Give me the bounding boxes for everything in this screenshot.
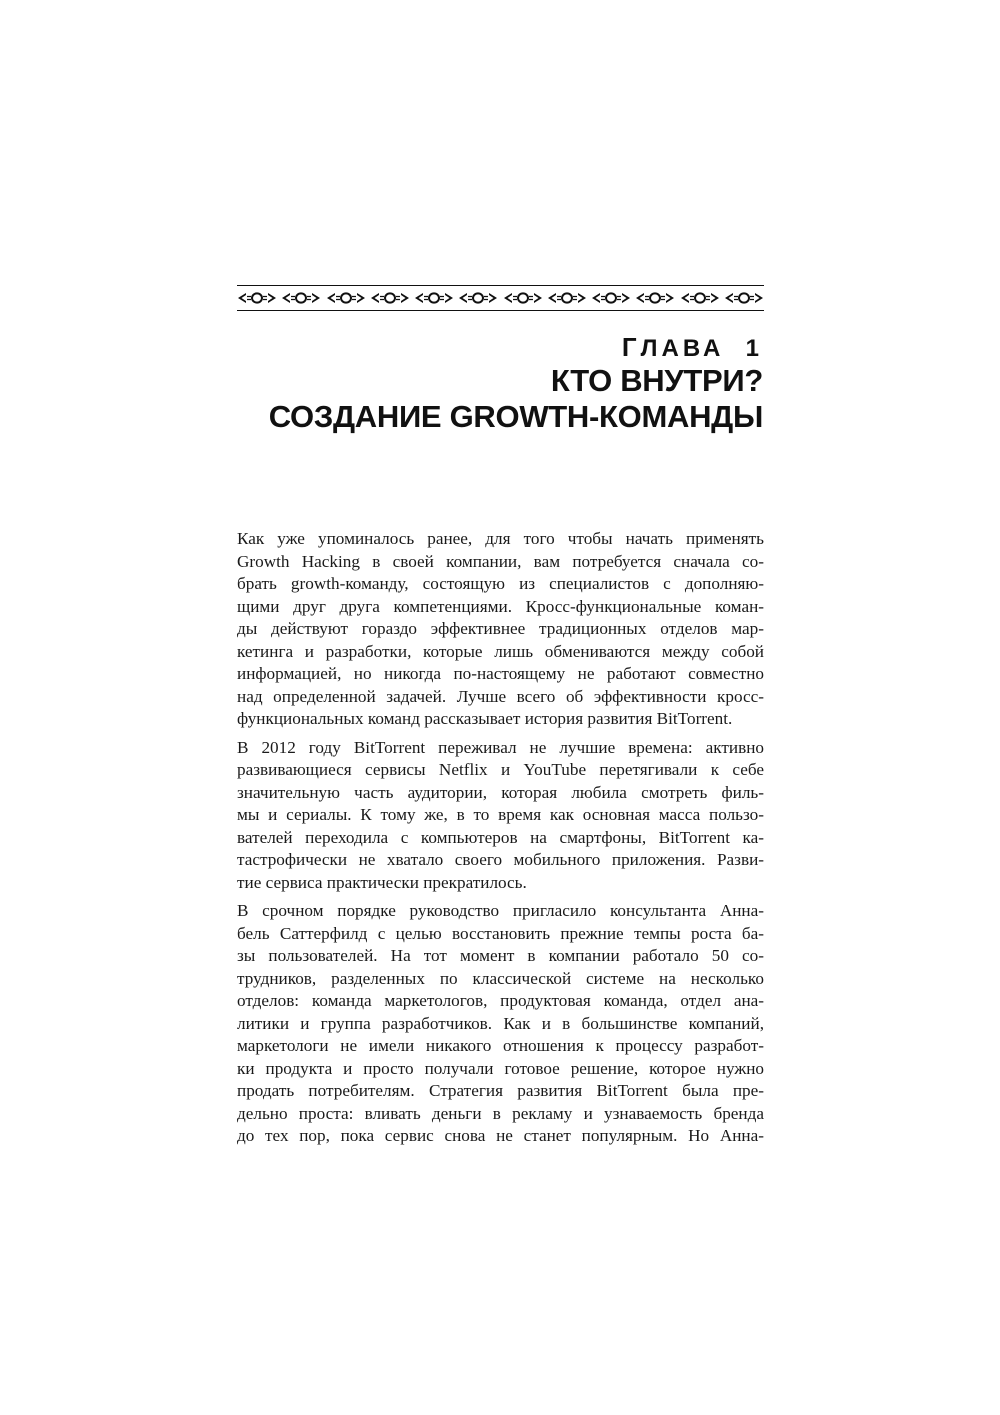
chapter-ornament-border — [237, 285, 764, 311]
text-line: отделов: команда маркетологов, продуктовая команда, отдел ана- — [237, 991, 764, 1010]
text-line: бель Саттерфилд с целью восстановить прежние темпы роста ба- — [237, 923, 764, 943]
chapter-number: 1 — [745, 335, 763, 362]
text-line: маркетологи не имели никакого отношения к процессу разработ- — [237, 1036, 764, 1055]
decorative-border-icon — [237, 291, 277, 305]
text-line: В срочном порядке руководство пригласило консультанта Анна- — [237, 901, 764, 920]
text-line: до тех пор, пока сервис снова не станет популярным. Но Анна- — [237, 1126, 764, 1145]
paragraph — [237, 900, 764, 1148]
text-line: Как уже упоминалось ранее, для того чтобы начать применять — [237, 529, 764, 548]
text-line: зы пользователей. На тот момент в компании работало 50 со- — [237, 946, 764, 965]
body-text — [237, 528, 764, 1154]
text-line: информацией, но никогда по-настоящему не работают совместно — [237, 664, 764, 683]
text-line: тастрофически не хватало своего мобильного приложения. Разви- — [237, 850, 764, 869]
decorative-border-icon — [458, 291, 498, 305]
text-line: дельно проста: вливать деньги в рекламу и узнаваемость бренда — [237, 1103, 764, 1123]
decorative-border-icon — [680, 291, 720, 305]
text-line: ды действуют гораздо эффективнее традиционных отделов мар- — [237, 619, 764, 638]
decorative-border-icon — [547, 291, 587, 305]
text-line: Growth Hacking в своей компании, вам потребуется сначала со- — [237, 551, 764, 571]
text-line: функциональных команд рассказывает история развития BitTorrent. — [237, 709, 733, 728]
decorative-border-icon — [326, 291, 366, 305]
text-line: над определенной задачей. Лучше всего об эффективности кросс- — [237, 686, 764, 706]
chapter-label-initial: Г — [621, 332, 641, 362]
chapter-title-line-1: КТО ВНУТРИ? — [550, 363, 763, 398]
text-line: трудников, разделенных по классической системе на несколько — [237, 968, 764, 988]
decorative-border-icon — [281, 291, 321, 305]
text-line: ки продукта и просто получали готовое решение, которое нужно — [237, 1058, 764, 1078]
decorative-border-icon — [724, 291, 764, 305]
text-line: кетинга и разработки, которые лишь обмениваются между собой — [237, 641, 764, 661]
text-line: значительную часть аудитории, которая любила смотреть филь- — [237, 782, 764, 802]
text-line: развивающиеся сервисы Netflix и YouTube перетягивали к себе — [237, 760, 764, 779]
text-line: мы и сериалы. К тому же, в то время как основная масса пользо- — [237, 805, 764, 824]
text-line: продать потребителям. Стратегия развития BitTorrent была пре- — [237, 1081, 764, 1100]
text-line: брать growth-команду, состоящую из специалистов с дополняю- — [237, 574, 764, 593]
text-line: вателей переходила с компьютеров на смартфоны, BitTorrent ка- — [237, 827, 764, 847]
decorative-border-icon — [414, 291, 454, 305]
paragraph — [237, 737, 764, 895]
paragraph — [237, 528, 764, 731]
chapter-label — [622, 332, 763, 363]
chapter-title — [203, 363, 763, 435]
decorative-border-icon — [370, 291, 410, 305]
text-line: В 2012 году BitTorrent переживал не лучшие времена: активно — [237, 737, 764, 757]
decorative-border-icon — [635, 291, 675, 305]
chapter-title-line-2: СОЗДАНИЕ GROWTH-КОМАНДЫ — [268, 399, 763, 434]
text-line: тие сервиса практически прекратилось. — [237, 872, 527, 892]
text-line: щими друг друга компетенциями. Кросс-функциональные коман- — [237, 596, 764, 616]
decorative-border-icon — [503, 291, 543, 305]
text-line: литики и группа разработчиков. Как и в большинстве компаний, — [237, 1013, 764, 1033]
decorative-border-icon — [591, 291, 631, 305]
chapter-label-rest: ЛАВА — [640, 335, 725, 362]
